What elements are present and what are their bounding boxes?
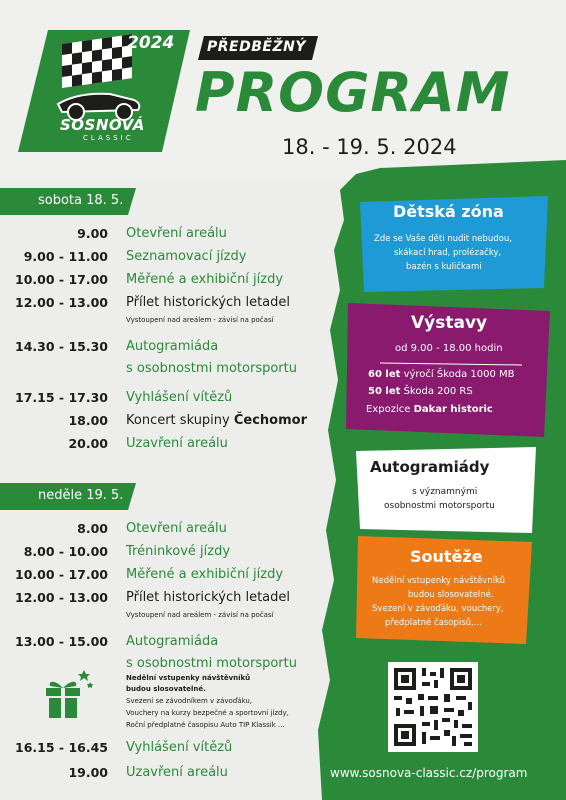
schedule-row <box>0 590 360 612</box>
schedule-label: Autogramiáda <box>126 634 219 649</box>
exhibits-hours: od 9.00 - 18.00 hodin <box>395 343 503 354</box>
schedule-row <box>0 339 360 361</box>
exhibits-line1-bold: 60 let <box>368 369 401 380</box>
schedule-time: 8.00 <box>77 521 108 536</box>
exhibits-line1 <box>368 369 515 380</box>
schedule-row <box>0 390 360 412</box>
autographs-line2: osobnostmi motorsportu <box>384 501 495 511</box>
schedule-time: 17.15 - 17.30 <box>15 390 108 405</box>
schedule-label: Přílet historických letadel <box>126 295 290 310</box>
schedule-label: Měřené a exhibiční jízdy <box>126 567 284 582</box>
page-title: PROGRAM <box>195 61 511 124</box>
gift-note-line4: Vouchery na kurzy bezpečné a sportovní jízdy, <box>126 709 289 717</box>
event-dates: 18. - 19. 5. 2024 <box>282 135 457 159</box>
edition-year: 2024 <box>127 33 175 53</box>
footer-url[interactable]: www.sosnova-classic.cz/program <box>330 766 528 780</box>
schedule-label-line2: s osobnostmi motorsportu <box>126 656 297 671</box>
exhibits-title: Výstavy <box>411 313 488 333</box>
kids-zone-line1: Zde se Vaše děti nudit nebudou, <box>374 234 512 244</box>
schedule-label: Vyhlášení vítězů <box>126 390 233 405</box>
schedule-row <box>0 765 360 787</box>
exhibits-line3 <box>366 404 493 415</box>
schedule-time: 10.00 - 17.00 <box>15 272 108 287</box>
schedule-time: 20.00 <box>68 436 108 451</box>
schedule-label-line2: s osobnostmi motorsportu <box>126 361 297 376</box>
schedule-label: Autogramiáda <box>126 339 219 354</box>
schedule-note: Vystoupení nad areálem - závisí na počasí <box>126 611 274 619</box>
schedule-row <box>0 436 360 458</box>
schedule-row <box>0 272 360 294</box>
schedule-time: 19.00 <box>68 765 108 780</box>
exhibits-line2-text: Škoda 200 RS <box>400 386 473 397</box>
logo-brand: SOSNOVÁ <box>60 116 145 134</box>
contests-title: Soutěže <box>410 547 483 566</box>
schedule-note: Vystoupení nad areálem - závisí na počasí <box>126 316 274 324</box>
gift-note-line2: budou slosovatelné. <box>126 685 206 693</box>
prelim-label: PŘEDBĚŽNÝ <box>207 39 306 55</box>
kids-zone-line3: bazén s kuličkami <box>406 262 482 272</box>
schedule-time: 14.30 - 15.30 <box>15 339 108 354</box>
schedule-row <box>0 521 360 543</box>
gift-note-line1: Nedělní vstupenky návštěvníků <box>126 674 251 682</box>
schedule-time: 10.00 - 17.00 <box>15 567 108 582</box>
logo-subtitle: CLASSIC <box>83 134 134 142</box>
gift-note-line3: Svezení se závodníkem v závoďáku, <box>126 697 253 705</box>
schedule-label <box>126 413 307 428</box>
exhibits-line3-bold: Dakar historic <box>413 404 493 415</box>
band-name: Čechomor <box>233 413 307 428</box>
schedule-time: 12.00 - 13.00 <box>15 590 108 605</box>
contests-line1: Nedělní vstupenky návštěvníků <box>372 576 506 586</box>
kids-zone-title: Dětská zóna <box>393 202 504 221</box>
schedule-time: 8.00 - 10.00 <box>23 544 108 559</box>
gift-icon <box>38 666 94 718</box>
kids-zone-line2: skákací hrad, prolézačky, <box>394 248 502 258</box>
autographs-title: Autogramiády <box>370 458 490 476</box>
schedule-time: 16.15 - 16.45 <box>15 740 108 755</box>
schedule-row <box>0 544 360 566</box>
schedule-row <box>0 740 360 762</box>
concert-text: Koncert skupiny <box>126 413 234 428</box>
schedule-label: Uzavření areálu <box>126 436 228 451</box>
schedule-row <box>0 634 360 656</box>
schedule-time: 12.00 - 13.00 <box>15 295 108 310</box>
schedule-label: Seznamovací jízdy <box>126 249 247 264</box>
schedule-label: Otevření areálu <box>126 521 227 536</box>
schedule-label: Otevření areálu <box>126 226 227 241</box>
autographs-line1: s významnými <box>412 487 478 497</box>
schedule-time: 13.00 - 15.00 <box>15 634 108 649</box>
schedule-label: Měřené a exhibiční jízdy <box>126 272 284 287</box>
exhibits-line2 <box>368 386 473 397</box>
day-label-sunday: neděle 19. 5. <box>38 488 124 503</box>
day-label-saturday: sobota 18. 5. <box>38 193 124 208</box>
exhibits-line3-text: Expozice <box>366 404 414 415</box>
schedule-row <box>0 226 360 248</box>
qr-code-icon[interactable] <box>388 662 478 752</box>
schedule-row <box>0 413 360 435</box>
schedule-label: Přílet historických letadel <box>126 590 290 605</box>
schedule-row <box>0 249 360 271</box>
exhibits-line2-bold: 50 let <box>368 386 401 397</box>
schedule-time: 18.00 <box>68 413 108 428</box>
contests-line4: předplatné časopisů,... <box>385 618 482 628</box>
exhibits-line1-text: výročí Škoda 1000 MB <box>400 369 515 380</box>
contests-line2: budou slosovatelné. <box>408 590 494 600</box>
schedule-row <box>0 567 360 589</box>
schedule-label: Uzavření areálu <box>126 765 228 780</box>
schedule-time: 9.00 <box>77 226 108 241</box>
contests-line3: Svezení v závoďáku, vouchery, <box>372 604 504 614</box>
schedule-label: Vyhlášení vítězů <box>126 740 233 755</box>
schedule-time: 9.00 - 11.00 <box>23 249 108 264</box>
schedule-label: Tréninkové jízdy <box>126 544 231 559</box>
gift-note-line5: Roční předplatné časopisu Auto TIP Klassik ... <box>126 721 285 729</box>
schedule-row <box>0 295 360 317</box>
